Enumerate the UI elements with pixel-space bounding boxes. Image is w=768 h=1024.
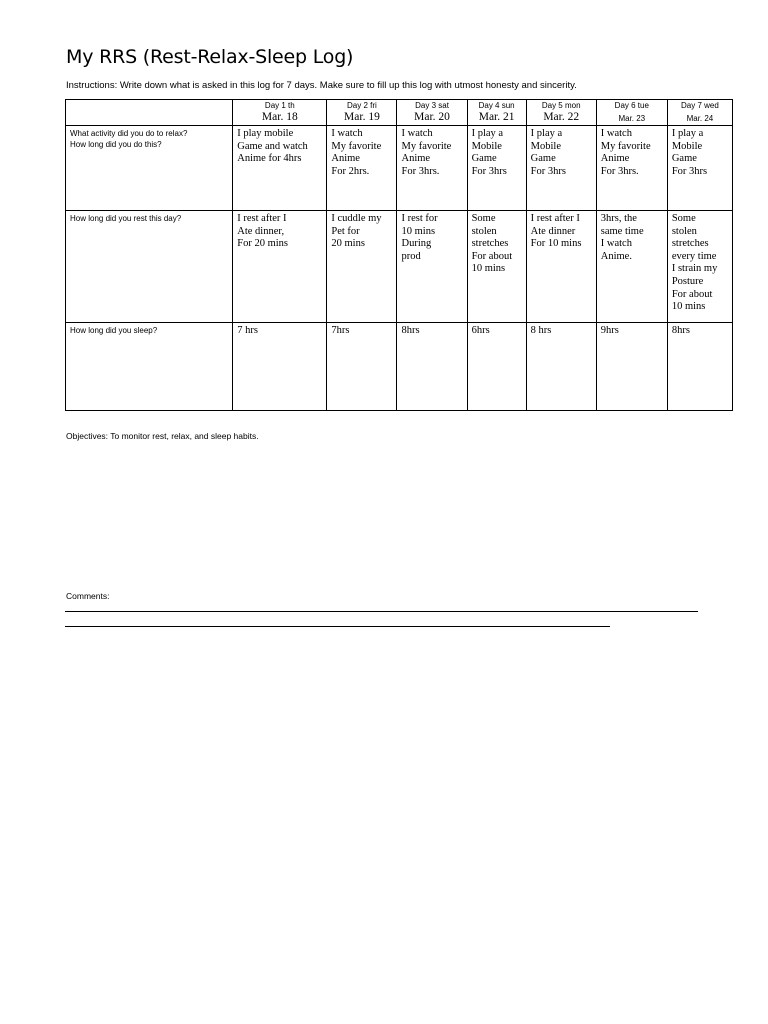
answer-cell: I play a Mobile Game For 3hrs — [526, 126, 596, 211]
answer-cell: I rest for 10 mins During prod — [397, 211, 467, 323]
answer-cell: I rest after I Ate dinner, For 20 mins — [233, 211, 327, 323]
table-row — [66, 323, 733, 411]
day-date: Mar. 19 — [344, 111, 380, 123]
day-label: Day 1 th — [264, 101, 295, 110]
answer-cell: 6hrs — [467, 323, 526, 411]
table-row — [66, 211, 733, 323]
day-label: Day 5 mon — [541, 101, 581, 110]
day-header — [327, 100, 397, 126]
answer-cell: I cuddle my Pet for 20 mins — [327, 211, 397, 323]
question-cell: How long did you sleep? — [66, 323, 233, 411]
day-date: Mar. 18 — [261, 111, 298, 123]
table-header-row — [66, 100, 733, 126]
answer-cell: I watch My favorite Anime For 2hrs. — [327, 126, 397, 211]
comments-label: Comments: — [66, 591, 110, 601]
day-date: Mar. 21 — [478, 111, 515, 123]
answer-cell: I watch My favorite Anime For 3hrs. — [596, 126, 667, 211]
table-row — [66, 126, 733, 211]
header-empty-cell — [66, 100, 233, 126]
instructions-text: Instructions: Write down what is asked in this log for 7 days. Make sure to fill up this log with utmost honesty and sincerity. — [66, 80, 577, 91]
day-header — [397, 100, 467, 126]
rrs-log-table — [65, 99, 733, 411]
day-header — [667, 100, 732, 126]
answer-cell: 8hrs — [397, 323, 467, 411]
day-label: Day 4 sun — [478, 101, 515, 110]
answer-cell: 8 hrs — [526, 323, 596, 411]
page-title: My RRS (Rest-Relax-Sleep Log) — [66, 46, 354, 68]
question-cell: How long did you rest this day? — [66, 211, 233, 323]
day-label: Day 3 sat — [415, 101, 449, 110]
answer-cell: I watch My favorite Anime For 3hrs. — [397, 126, 467, 211]
answer-cell: Some stolen stretches every time I strain my Posture For about 10 mins — [667, 211, 732, 323]
answer-cell: I rest after I Ate dinner For 10 mins — [526, 211, 596, 323]
answer-cell: I play a Mobile Game For 3hrs — [467, 126, 526, 211]
comment-line — [65, 611, 698, 612]
day-header — [467, 100, 526, 126]
day-label: Day 7 wed — [681, 101, 719, 110]
day-date: Mar. 24 — [686, 114, 714, 123]
day-date: Mar. 23 — [618, 114, 646, 123]
day-date: Mar. 20 — [414, 111, 450, 123]
day-header — [233, 100, 327, 126]
answer-cell: 7hrs — [327, 323, 397, 411]
answer-cell: 7 hrs — [233, 323, 327, 411]
objectives-text: Objectives: To monitor rest, relax, and sleep habits. — [66, 431, 259, 441]
answer-cell: Some stolen stretches For about 10 mins — [467, 211, 526, 323]
answer-cell: 9hrs — [596, 323, 667, 411]
day-label: Day 6 tue — [614, 101, 649, 110]
question-cell: What activity did you do to relax? How long did you do this? — [66, 126, 233, 211]
answer-cell: 8hrs — [667, 323, 732, 411]
day-label: Day 2 fri — [347, 101, 377, 110]
comment-line — [65, 626, 610, 627]
day-header — [526, 100, 596, 126]
day-header — [596, 100, 667, 126]
day-date: Mar. 22 — [543, 111, 580, 123]
answer-cell: I play a Mobile Game For 3hrs — [667, 126, 732, 211]
answer-cell: I play mobile Game and watch Anime for 4hrs — [233, 126, 327, 211]
answer-cell: 3hrs, the same time I watch Anime. — [596, 211, 667, 323]
